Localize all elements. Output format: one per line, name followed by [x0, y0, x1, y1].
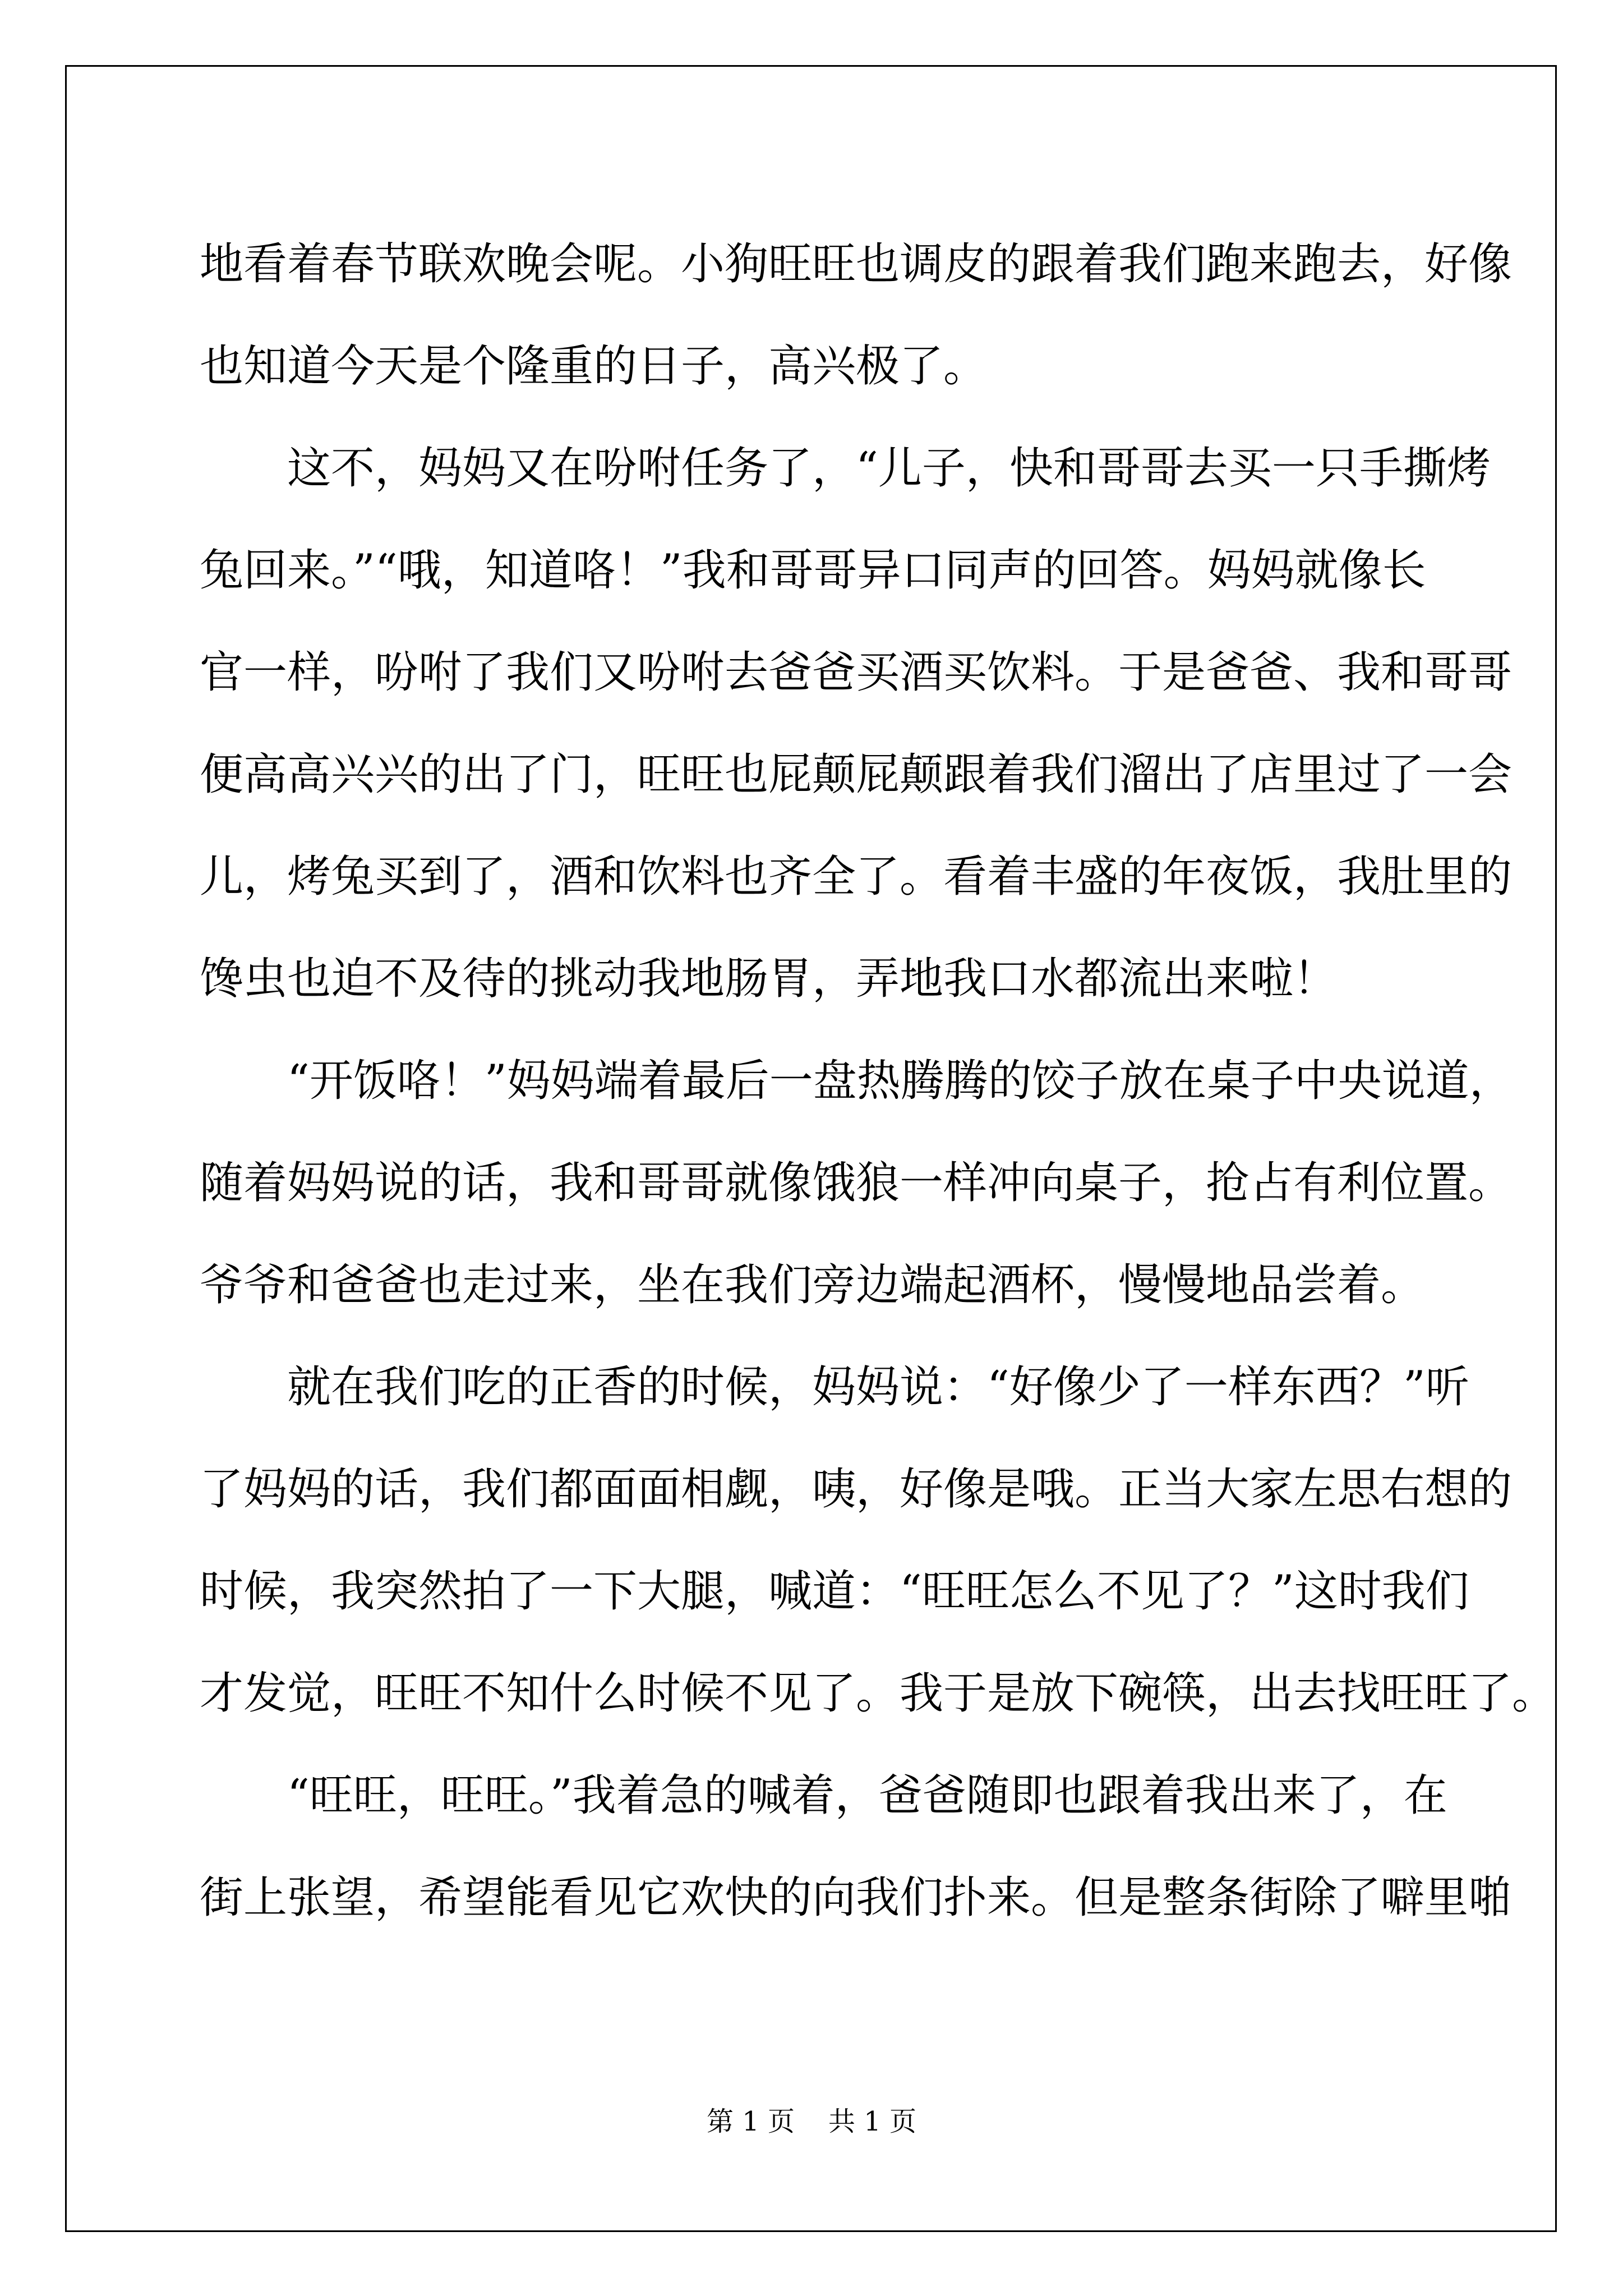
text-line: 馋虫也迫不及待的挑动我地肠胃，弄地我口水都流出来啦！: [200, 954, 1338, 1004]
page-number: 第 1 页: [706, 2106, 795, 2137]
text-line: 这不，妈妈又在吩咐任务了，“儿子，快和哥哥去买一只手撕烤: [200, 443, 1491, 494]
text-line: 时候，我突然拍了一下大腿，喊道：“旺旺怎么不见了？”这时我们: [200, 1566, 1469, 1617]
text-line: 也知道今天是个隆重的日子，高兴极了。: [200, 341, 988, 392]
text-line: 便高高兴兴的出了门，旺旺也屁颠屁颠跟着我们溜出了店里过了一会: [200, 749, 1513, 800]
text-line: 地看着春节联欢晚会呢。小狗旺旺也调皮的跟着我们跑来跑去，好像: [200, 239, 1513, 289]
text-line: 就在我们吃的正香的时候，妈妈说：“好像少了一样东西？”听: [200, 1362, 1469, 1412]
text-line: 儿，烤兔买到了，酒和饮料也齐全了。看着丰盛的年夜饭，我肚里的: [200, 852, 1513, 902]
text-line: “开饭咯！”妈妈端着最后一盘热腾腾的饺子放在桌子中央说道，: [200, 1056, 1513, 1106]
page-footer: [0, 2105, 1623, 2138]
page-total: 共 1 页: [828, 2106, 917, 2137]
text-line: 才发觉，旺旺不知什么时候不见了。我于是放下碗筷，出去找旺旺了。: [200, 1668, 1556, 1719]
text-line: 随着妈妈说的话，我和哥哥就像饿狼一样冲向桌子，抢占有利位置。: [200, 1158, 1513, 1208]
text-line: 兔回来。”“哦，知道咯！”我和哥哥异口同声的回答。妈妈就像长: [200, 545, 1426, 596]
text-line: 官一样，吩咐了我们又吩咐去爸爸买酒买饮料。于是爸爸、我和哥哥: [200, 647, 1513, 698]
document-body: [200, 213, 1556, 1949]
text-line: 街上张望，希望能看见它欢快的向我们扑来。但是整条街除了噼里啪: [200, 1872, 1513, 1923]
text-line: “旺旺，旺旺。”我着急的喊着，爸爸随即也跟着我出来了，在: [200, 1770, 1447, 1821]
text-line: 了妈妈的话，我们都面面相觑，咦，好像是哦。正当大家左思右想的: [200, 1464, 1513, 1515]
text-line: 爷爷和爸爸也走过来，坐在我们旁边端起酒杯，慢慢地品尝着。: [200, 1260, 1425, 1310]
